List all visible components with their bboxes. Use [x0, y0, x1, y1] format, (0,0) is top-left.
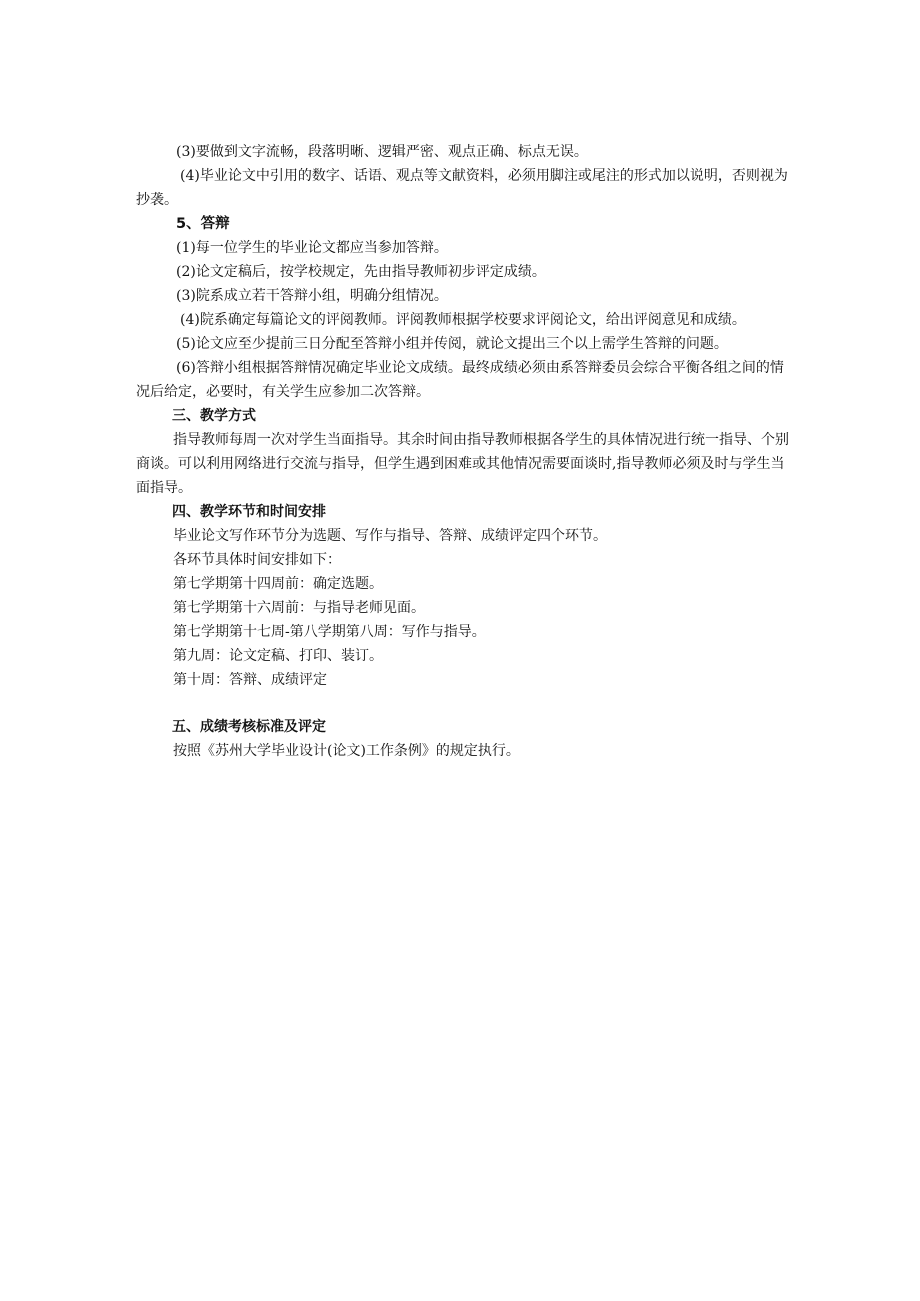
heading-schedule: 四、教学环节和时间安排 [172, 504, 326, 520]
schedule-line-1: 毕业论文写作环节分为选题、写作与指导、答辩、成绩评定四个环节。 [173, 528, 607, 544]
heading-teaching-method: 三、教学方式 [172, 408, 256, 424]
teaching-method-body: 指导教师每周一次对学生当面指导。其余时间由指导教师根据各学生的具体情况进行统一指导、个别商谈。可以利用网络进行交流与指导，但学生遇到困难或其他情况需要面谈时,指导教师必须及时与学生当面指导。 [136, 432, 789, 496]
schedule-line-5: 第七学期第十七周-第八学期第八周：写作与指导。 [173, 624, 486, 640]
defense-item-5: (5)论文应至少提前三日分配至答辩小组并传阅，就论文提出三个以上需学生答辩的问题。 [176, 336, 728, 352]
defense-item-2: (2)论文定稿后，按学校规定，先由指导教师初步评定成绩。 [176, 264, 546, 280]
defense-item-3: (3)院系成立若干答辩小组，明确分组情况。 [176, 288, 448, 304]
schedule-line-7: 第十周：答辩、成绩评定 [173, 672, 327, 688]
document-body [136, 140, 792, 763]
defense-item-6: (6)答辩小组根据答辩情况确定毕业论文成绩。最终成绩必须由系答辩委员会综合平衡各组之间的情况后给定，必要时，有关学生应参加二次答辩。 [136, 360, 784, 400]
schedule-line-3: 第七学期第十四周前：确定选题。 [173, 576, 383, 592]
heading-grading: 五、成绩考核标准及评定 [172, 719, 326, 735]
defense-item-1: (1)每一位学生的毕业论文都应当参加答辩。 [176, 240, 448, 256]
paragraph-item-4-citation: (4)毕业论文中引用的数字、话语、观点等文献资料，必须用脚注或尾注的形式加以说明，否则视为抄袭。 [136, 168, 788, 208]
spacer [136, 692, 792, 715]
paragraph-item-3-writing: (3)要做到文字流畅，段落明晰、逻辑严密、观点正确、标点无误。 [176, 144, 588, 160]
schedule-line-4: 第七学期第十六周前：与指导老师见面。 [173, 600, 425, 616]
defense-item-4: (4)院系确定每篇论文的评阅教师。评阅教师根据学校要求评阅论文，给出评阅意见和成绩。 [180, 312, 746, 328]
grading-body: 按照《苏州大学毕业设计(论文)工作条例》的规定执行。 [173, 743, 520, 759]
heading-defense: 5、答辩 [176, 216, 230, 232]
schedule-line-6: 第九周：论文定稿、打印、装订。 [173, 648, 383, 664]
schedule-line-2: 各环节具体时间安排如下： [173, 552, 341, 568]
